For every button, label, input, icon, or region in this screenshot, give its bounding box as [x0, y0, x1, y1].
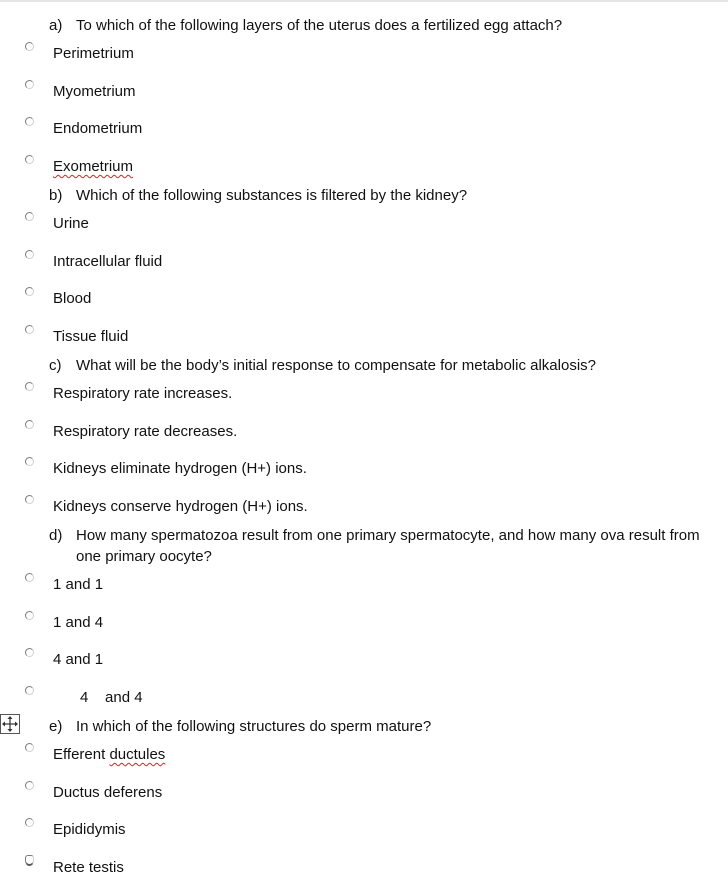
- option-b-1: Urine: [53, 215, 89, 232]
- question-a: [49, 15, 721, 36]
- option-e-2: Ductus deferens: [53, 784, 163, 801]
- radio-c-3[interactable]: [25, 457, 34, 466]
- question-text: Which of the following substances is filtered by the kidney?: [76, 187, 468, 204]
- question-d: [49, 525, 721, 567]
- option-b-3: Blood: [53, 290, 92, 307]
- radio-b-4[interactable]: [25, 325, 34, 334]
- radio-a-4[interactable]: [25, 155, 34, 164]
- question-c: [49, 355, 721, 376]
- question-label: b): [49, 187, 63, 204]
- option-e-1-word-2: ductules: [109, 746, 166, 763]
- question-text: To which of the following layers of the uterus does a fertilized egg attach?: [76, 17, 563, 34]
- question-text: What will be the body’s initial response to compensate for metabolic alkalosis?: [76, 357, 596, 374]
- question-label: e): [49, 718, 63, 735]
- question-b: [49, 185, 721, 206]
- option-c-3: Kidneys eliminate hydrogen (H+) ions.: [53, 460, 307, 477]
- radio-b-2[interactable]: [25, 250, 34, 259]
- option-d-1: 1 and 1: [53, 576, 104, 593]
- option-a-3: Endometrium: [53, 120, 143, 137]
- radio-e-1[interactable]: [25, 743, 34, 752]
- radio-a-3[interactable]: [25, 117, 34, 126]
- radio-a-1[interactable]: [25, 42, 34, 51]
- option-d-2: 1 and 4: [53, 614, 104, 631]
- option-a-2: Myometrium: [53, 83, 136, 100]
- option-e-1: [53, 745, 165, 765]
- radio-e-2[interactable]: [25, 781, 34, 790]
- question-text: In which of the following structures do sperm mature?: [76, 718, 432, 735]
- question-label: d): [49, 527, 63, 544]
- radio-e-3[interactable]: [25, 818, 34, 827]
- option-c-2: Respiratory rate decreases.: [53, 423, 238, 440]
- option-e-4: Rete testis: [53, 859, 124, 876]
- option-b-4: Tissue fluid: [53, 328, 129, 345]
- move-handle-icon[interactable]: [0, 714, 20, 734]
- option-e-1-word-1: Efferent: [53, 746, 110, 763]
- option-a-1: Perimetrium: [53, 45, 134, 62]
- radio-d-2[interactable]: [25, 611, 34, 620]
- option-d-3: 4 and 1: [53, 651, 104, 668]
- option-b-2: Intracellular fluid: [53, 253, 163, 270]
- radio-b-3[interactable]: [25, 287, 34, 296]
- option-a-4: Exometrium: [53, 158, 134, 175]
- radio-c-2[interactable]: [25, 420, 34, 429]
- radio-d-4[interactable]: [25, 686, 34, 695]
- option-e-3: Epididymis: [53, 821, 126, 838]
- radio-c-4[interactable]: [25, 495, 34, 504]
- radio-b-1[interactable]: [25, 212, 34, 221]
- radio-e-4[interactable]: [25, 855, 34, 866]
- option-c-4: Kidneys conserve hydrogen (H+) ions.: [53, 498, 308, 515]
- question-label: a): [49, 17, 63, 34]
- page-top-border: [0, 0, 728, 2]
- radio-c-1[interactable]: [25, 382, 34, 391]
- question-e: [49, 716, 721, 737]
- radio-d-1[interactable]: [25, 573, 34, 582]
- question-label: c): [49, 357, 62, 374]
- radio-d-3[interactable]: [25, 648, 34, 657]
- option-d-4: 4 and 4: [80, 689, 143, 706]
- radio-a-2[interactable]: [25, 80, 34, 89]
- option-c-1: Respiratory rate increases.: [53, 385, 233, 402]
- question-text: How many spermatozoa result from one primary spermatocyte, and how many ova result from one primary oocyte?: [76, 527, 700, 565]
